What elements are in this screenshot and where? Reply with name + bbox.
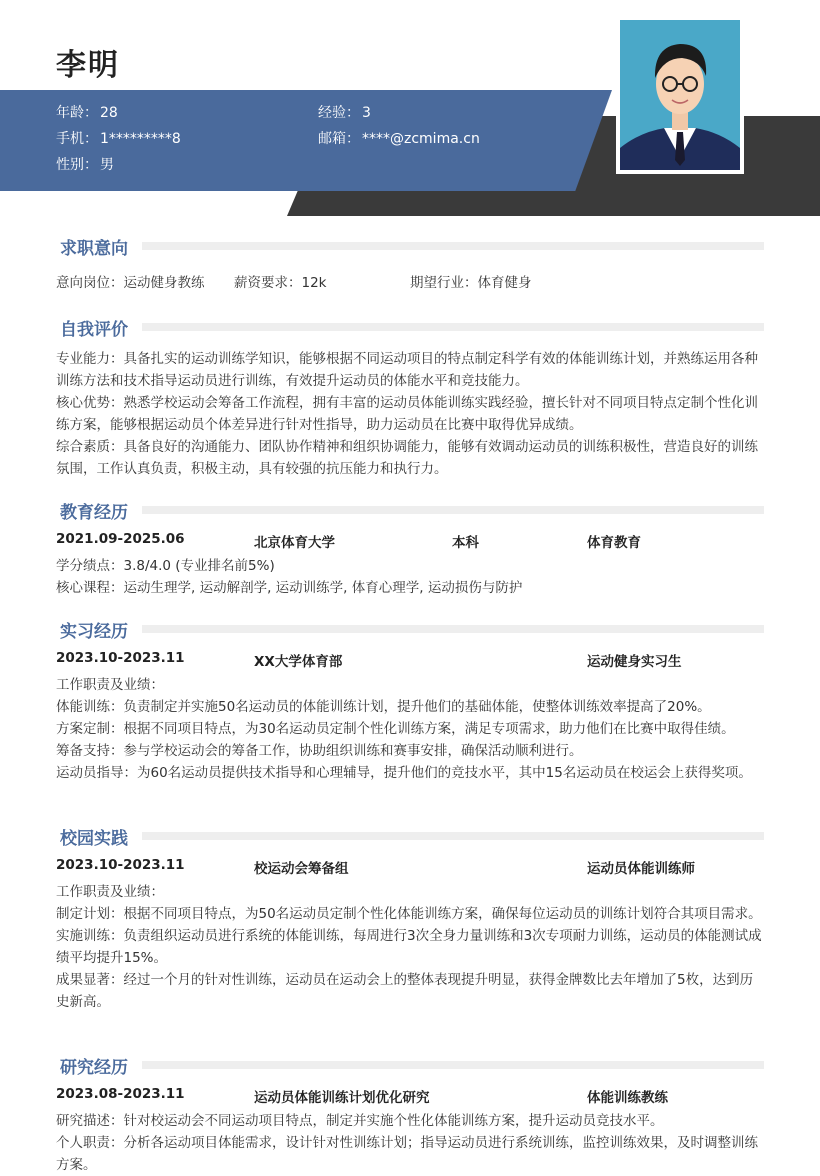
campus-line: 制定计划：根据不同项目特点，为50名运动员定制个性化体能训练方案，确保每位运动员的训练计划符合其项目需求。: [56, 906, 762, 922]
education-major: 体育教育: [587, 535, 641, 551]
resume-header: [0, 0, 820, 230]
internship-line: 工作职责及业绩：: [56, 677, 164, 693]
candidate-name: 李明: [56, 48, 120, 83]
internship-line: 方案定制：根据不同项目特点，为30名运动员定制个性化训练方案，满足专项需求，助力他们在比赛中取得佳绩。: [56, 721, 735, 737]
internship-details: [56, 674, 766, 784]
profile-photo: [616, 16, 744, 174]
internship-line: 体能训练：负责制定并实施50名运动员的体能训练计划，提升他们的基础体能，使整体训练效率提高了20%。: [56, 699, 711, 715]
section-campus: [56, 825, 764, 847]
age-info: [56, 102, 118, 122]
age-label: 年龄：: [56, 105, 98, 121]
campus-line: 工作职责及业绩：: [56, 884, 164, 900]
portrait-image: [620, 20, 740, 170]
self-eval-item: 核心优势：熟悉学校运动会筹备工作流程，拥有丰富的运动员体能训练实践经验，擅长针对不同项目特点定制个性化训练方案，能够根据运动员个体差异进行针对性指导，助力运动员在比赛中取得优异成绩。: [56, 395, 758, 433]
section-divider: [142, 242, 764, 250]
internship-org: XX大学体育部: [254, 654, 343, 670]
intent-position: 意向岗位：运动健身教练: [56, 275, 205, 291]
campus-details: [56, 881, 766, 1013]
section-title-education: 教育经历: [60, 502, 128, 523]
section-intent: [56, 235, 764, 257]
section-self: [56, 316, 764, 338]
campus-row: [56, 857, 766, 879]
email-info: [318, 128, 480, 148]
research-line: 研究描述：针对校运动会不同运动项目特点，制定并实施个性化体能训练方案，提升运动员竞技水平。: [56, 1113, 664, 1129]
gender-value: 男: [100, 157, 114, 173]
campus-line: 实施训练：负责组织运动员进行系统的体能训练，每周进行3次全身力量训练和3次专项耐力训练，运动员的体能测试成绩平均提升15%。: [56, 928, 762, 966]
section-title-intent: 求职意向: [60, 238, 128, 259]
self-eval-item: 综合素质：具备良好的沟通能力、团队协作精神和组织协调能力，能够有效调动运动员的训练积极性，营造良好的训练氛围，工作认真负责，积极主动，具有较强的抗压能力和执行力。: [56, 439, 758, 477]
campus-date: 2023.10-2023.11: [56, 857, 185, 873]
age-value: 28: [100, 105, 118, 121]
experience-info: [318, 102, 371, 122]
internship-line: 运动员指导：为60名运动员提供技术指导和心理辅导，提升他们的竞技水平，其中15名运动员在校运会上获得奖项。: [56, 765, 752, 781]
self-eval-item: 专业能力：具备扎实的运动训练学知识，能够根据不同运动项目的特点制定科学有效的体能训练计划，并熟练运用各种训练方法和技术指导运动员进行训练，有效提升运动员的体能水平和竞技能力。: [56, 351, 758, 389]
research-date: 2023.08-2023.11: [56, 1086, 185, 1102]
phone-label: 手机：: [56, 131, 98, 147]
gender-label: 性别：: [56, 157, 98, 173]
section-divider: [142, 625, 764, 633]
education-gpa: 学分绩点：3.8/4.0 (专业排名前5%): [56, 558, 275, 574]
section-title-internship: 实习经历: [60, 621, 128, 642]
email-label: 邮箱：: [318, 131, 360, 147]
section-title-research: 研究经历: [60, 1057, 128, 1078]
campus-line: 成果显著：经过一个月的针对性训练，运动员在运动会上的整体表现提升明显，获得金牌数比去年增加了5枚，达到历史新高。: [56, 972, 754, 1010]
education-degree: 本科: [452, 535, 479, 551]
research-line: 个人职责：分析各运动项目体能需求，设计针对性训练计划；指导运动员进行系统训练，监控训练效果，及时调整训练方案。: [56, 1135, 758, 1173]
internship-row: [56, 650, 766, 672]
internship-line: 筹备支持：参与学校运动会的筹备工作，协助组织训练和赛事安排，确保活动顺利进行。: [56, 743, 583, 759]
self-evaluation: [56, 348, 766, 480]
intent-row: [56, 272, 766, 294]
education-date: 2021.09-2025.06: [56, 531, 185, 547]
section-research: [56, 1054, 764, 1076]
phone-value: 1*********8: [100, 131, 181, 147]
education-details: [56, 555, 766, 599]
experience-label: 经验：: [318, 105, 360, 121]
email-value: ****@zcmima.cn: [362, 131, 480, 147]
section-divider: [142, 506, 764, 514]
section-divider: [142, 323, 764, 331]
education-courses: 核心课程：运动生理学, 运动解剖学, 运动训练学, 体育心理学, 运动损伤与防护: [56, 580, 523, 596]
internship-role: 运动健身实习生: [587, 654, 682, 670]
education-row: [56, 531, 766, 553]
gender-info: [56, 154, 114, 174]
experience-value: 3: [362, 105, 371, 121]
campus-role: 运动员体能训练师: [587, 861, 695, 877]
internship-date: 2023.10-2023.11: [56, 650, 185, 666]
intent-salary: 薪资要求：12k: [234, 275, 327, 291]
research-topic: 运动员体能训练计划优化研究: [254, 1090, 430, 1106]
section-title-self: 自我评价: [60, 319, 128, 340]
phone-info: [56, 128, 181, 148]
section-divider: [142, 1061, 764, 1069]
education-school: 北京体育大学: [254, 535, 335, 551]
section-divider: [142, 832, 764, 840]
research-row: [56, 1086, 766, 1108]
research-role: 体能训练教练: [587, 1090, 668, 1106]
campus-org: 校运动会筹备组: [254, 861, 349, 877]
section-internship: [56, 618, 764, 640]
section-title-campus: 校园实践: [60, 828, 128, 849]
section-education: [56, 499, 764, 521]
research-details: [56, 1110, 766, 1176]
intent-industry: 期望行业：体育健身: [410, 275, 532, 291]
